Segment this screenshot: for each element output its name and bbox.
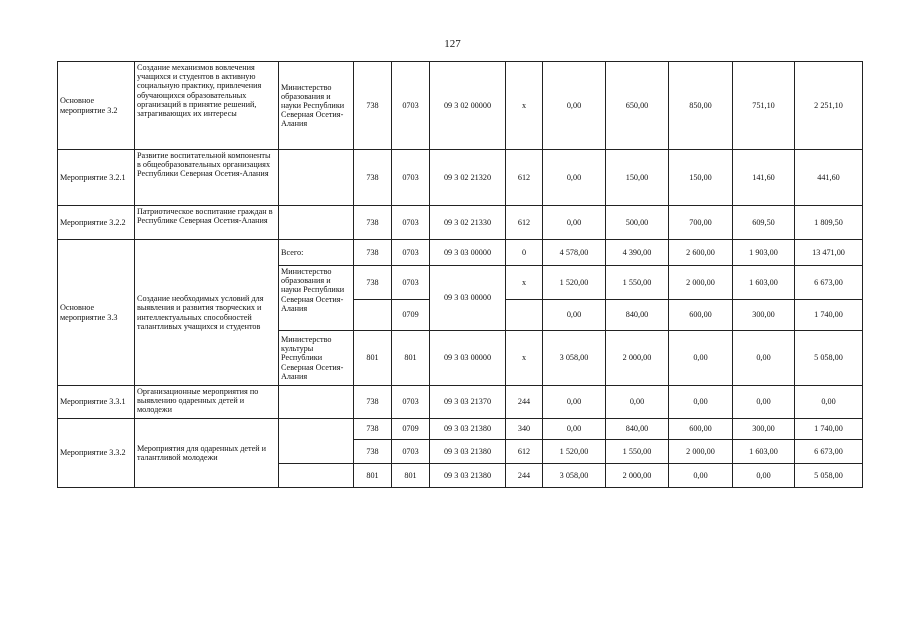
value-cell: 0,00: [733, 331, 795, 386]
value-cell: 700,00: [669, 206, 733, 240]
row-description: Создание механизмов вовлечения учащихся и студентов в активную социальную практику, привлечения обучающихся образовательных организаций в принятие решений, затрагивающих их интересы: [135, 62, 279, 150]
csr-cell: 09 3 03 21380: [430, 440, 506, 464]
value-cell: 2 000,00: [606, 331, 669, 386]
vr-cell: 244: [506, 464, 543, 488]
rzpr-cell: 0709: [392, 300, 430, 331]
value-cell: 150,00: [606, 150, 669, 206]
vr-cell: x: [506, 62, 543, 150]
row-description: Создание необходимых условий для выявления и развития творческих и интеллектуальных способностей талантливых учащихся и студентов: [135, 240, 279, 386]
value-cell: 751,10: [733, 62, 795, 150]
value-cell: 300,00: [733, 300, 795, 331]
value-cell: 0,00: [669, 386, 733, 419]
value-cell: 0,00: [733, 386, 795, 419]
vr-cell: 340: [506, 419, 543, 440]
vr-cell: 612: [506, 150, 543, 206]
row-description: Мероприятия для одаренных детей и талантливой молодежи: [135, 419, 279, 488]
table-row: [58, 150, 863, 206]
value-cell: 0,00: [543, 206, 606, 240]
value-cell: 0,00: [543, 300, 606, 331]
vr-cell: x: [506, 331, 543, 386]
value-cell: 13 471,00: [795, 240, 863, 266]
table-row: [58, 206, 863, 240]
grbs-cell: 738: [354, 266, 392, 300]
rzpr-cell: 0703: [392, 440, 430, 464]
value-cell: 0,00: [543, 386, 606, 419]
value-cell: 0,00: [543, 150, 606, 206]
rzpr-cell: 0703: [392, 386, 430, 419]
value-cell: 300,00: [733, 419, 795, 440]
value-cell: 1 740,00: [795, 419, 863, 440]
executor-cell: Министерство образования и науки Республики Северная Осетия-Алания: [279, 266, 354, 331]
csr-cell: 09 3 02 21330: [430, 206, 506, 240]
grbs-cell: 738: [354, 386, 392, 419]
csr-cell: 09 3 03 21370: [430, 386, 506, 419]
value-cell: 0,00: [543, 62, 606, 150]
page-number: 127: [444, 38, 461, 50]
table-row: [58, 419, 863, 440]
value-cell: 6 673,00: [795, 266, 863, 300]
rzpr-cell: 0703: [392, 150, 430, 206]
value-cell: 0,00: [669, 464, 733, 488]
executor-cell: Всего:: [279, 240, 354, 266]
executor-cell: [279, 464, 354, 488]
executor-cell: [279, 206, 354, 240]
value-cell: 850,00: [669, 62, 733, 150]
rzpr-cell: 0703: [392, 206, 430, 240]
value-cell: 0,00: [543, 419, 606, 440]
rzpr-cell: 0703: [392, 266, 430, 300]
rzpr-cell: 801: [392, 464, 430, 488]
value-cell: 1 550,00: [606, 266, 669, 300]
csr-cell: 09 3 03 21380: [430, 419, 506, 440]
grbs-cell: 738: [354, 206, 392, 240]
vr-cell: 612: [506, 206, 543, 240]
value-cell: 2 000,00: [669, 266, 733, 300]
value-cell: 1 903,00: [733, 240, 795, 266]
row-description: Развитие воспитательной компоненты в общеобразовательных организациях Республики Северная Осетия-Алания: [135, 150, 279, 206]
grbs-cell: 738: [354, 240, 392, 266]
executor-cell: [279, 386, 354, 419]
table-row: [58, 386, 863, 419]
value-cell: 650,00: [606, 62, 669, 150]
value-cell: 2 000,00: [606, 464, 669, 488]
vr-cell: 0: [506, 240, 543, 266]
row-description: Организационные мероприятия по выявлению одаренных детей и молодежи: [135, 386, 279, 419]
value-cell: 0,00: [795, 386, 863, 419]
executor-cell: [279, 150, 354, 206]
table-row: [58, 240, 863, 266]
value-cell: 5 058,00: [795, 331, 863, 386]
grbs-cell: [354, 300, 392, 331]
value-cell: 150,00: [669, 150, 733, 206]
rzpr-cell: 0709: [392, 419, 430, 440]
value-cell: 500,00: [606, 206, 669, 240]
vr-cell: [506, 300, 543, 331]
value-cell: 1 603,00: [733, 440, 795, 464]
value-cell: 6 673,00: [795, 440, 863, 464]
csr-cell: 09 3 03 00000: [430, 331, 506, 386]
value-cell: 1 740,00: [795, 300, 863, 331]
value-cell: 2 251,10: [795, 62, 863, 150]
grbs-cell: 738: [354, 419, 392, 440]
value-cell: 4 578,00: [543, 240, 606, 266]
row-label: Основное мероприятие 3.2: [58, 62, 135, 150]
rzpr-cell: 0703: [392, 62, 430, 150]
value-cell: 609,50: [733, 206, 795, 240]
grbs-cell: 738: [354, 440, 392, 464]
executor-cell: Министерство образования и науки Республики Северная Осетия-Алания: [279, 62, 354, 150]
value-cell: 3 058,00: [543, 331, 606, 386]
value-cell: 840,00: [606, 300, 669, 331]
grbs-cell: 738: [354, 150, 392, 206]
budget-table: [57, 61, 863, 488]
row-label: Основное мероприятие 3.3: [58, 240, 135, 386]
value-cell: 2 600,00: [669, 240, 733, 266]
value-cell: 141,60: [733, 150, 795, 206]
vr-cell: 612: [506, 440, 543, 464]
grbs-cell: 801: [354, 464, 392, 488]
grbs-cell: 801: [354, 331, 392, 386]
value-cell: 600,00: [669, 419, 733, 440]
value-cell: 0,00: [733, 464, 795, 488]
value-cell: 0,00: [606, 386, 669, 419]
value-cell: 2 000,00: [669, 440, 733, 464]
value-cell: 1 550,00: [606, 440, 669, 464]
row-label: Мероприятие 3.3.2: [58, 419, 135, 488]
grbs-cell: 738: [354, 62, 392, 150]
csr-cell: 09 3 02 00000: [430, 62, 506, 150]
executor-cell: [279, 419, 354, 464]
value-cell: 840,00: [606, 419, 669, 440]
row-label: Мероприятие 3.3.1: [58, 386, 135, 419]
value-cell: 4 390,00: [606, 240, 669, 266]
csr-cell: 09 3 03 00000: [430, 240, 506, 266]
value-cell: 1 520,00: [543, 440, 606, 464]
value-cell: 0,00: [669, 331, 733, 386]
rzpr-cell: 801: [392, 331, 430, 386]
csr-cell: 09 3 03 21380: [430, 464, 506, 488]
csr-cell: 09 3 02 21320: [430, 150, 506, 206]
value-cell: 5 058,00: [795, 464, 863, 488]
vr-cell: x: [506, 266, 543, 300]
rzpr-cell: 0703: [392, 240, 430, 266]
row-label: Мероприятие 3.2.2: [58, 206, 135, 240]
table-row: [58, 62, 863, 150]
value-cell: 1 809,50: [795, 206, 863, 240]
csr-cell: 09 3 03 00000: [430, 266, 506, 331]
executor-cell: Министерство культуры Республики Северная Осетия-Алания: [279, 331, 354, 386]
value-cell: 3 058,00: [543, 464, 606, 488]
value-cell: 1 520,00: [543, 266, 606, 300]
row-label: Мероприятие 3.2.1: [58, 150, 135, 206]
value-cell: 600,00: [669, 300, 733, 331]
row-description: Патриотическое воспитание граждан в Республике Северная Осетия-Алания: [135, 206, 279, 240]
value-cell: 441,60: [795, 150, 863, 206]
value-cell: 1 603,00: [733, 266, 795, 300]
vr-cell: 244: [506, 386, 543, 419]
